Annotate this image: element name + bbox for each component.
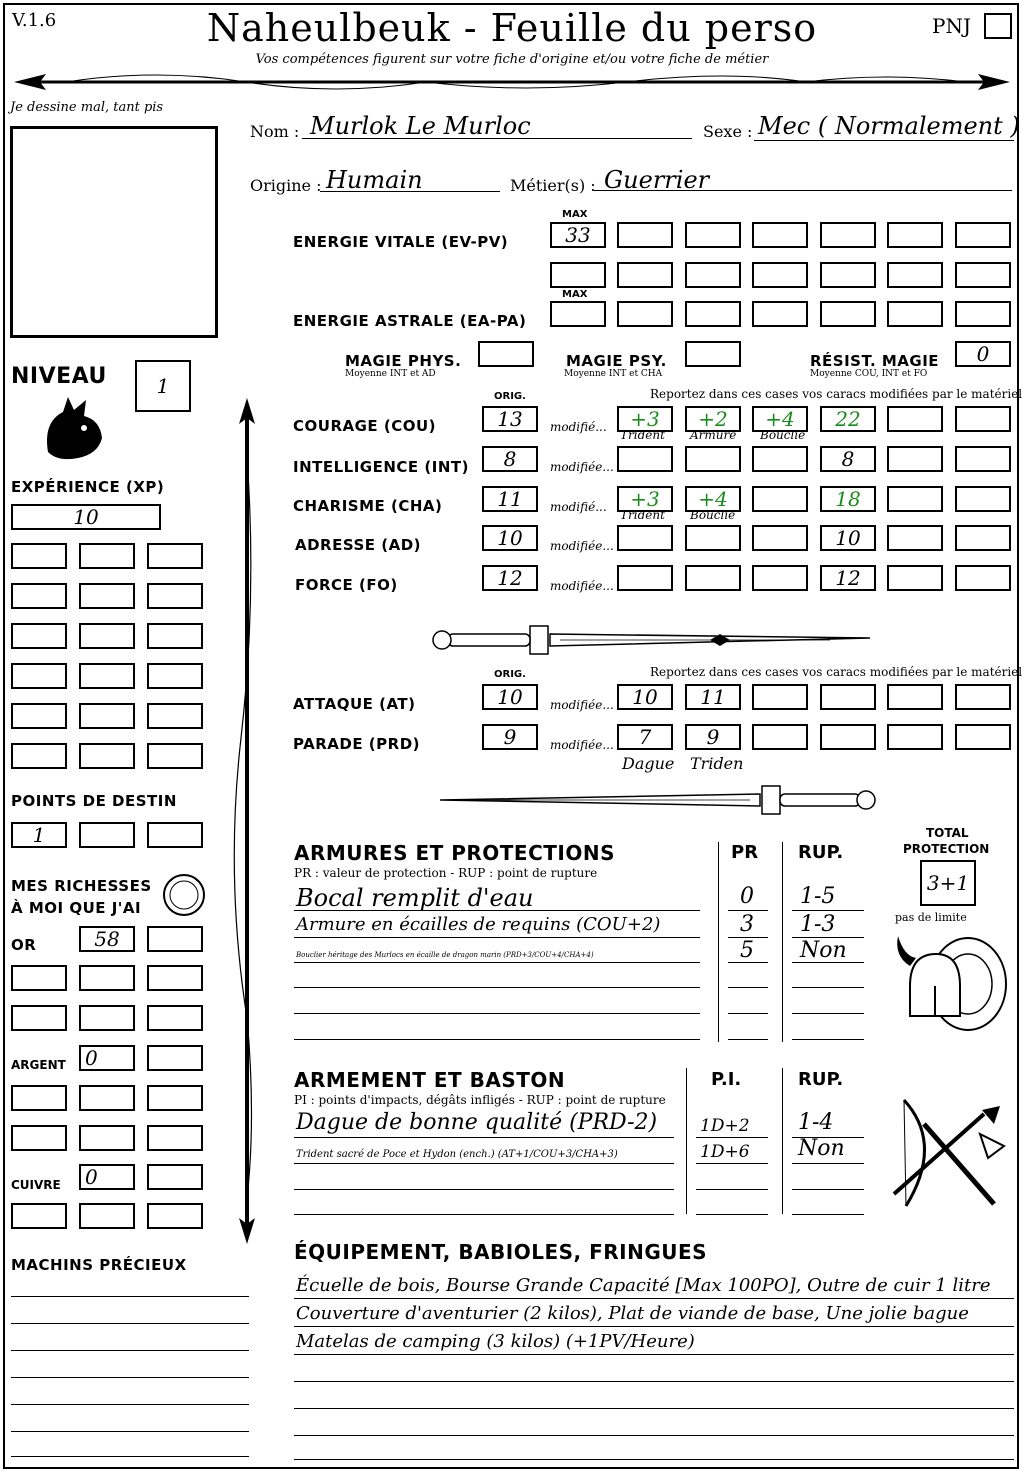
cou-mod-label: modifié... xyxy=(550,420,607,434)
weapons-divider xyxy=(686,1068,687,1214)
cou-label: COURAGE (COU) xyxy=(293,417,437,435)
xp-grid-box[interactable] xyxy=(11,543,67,569)
orig-label: ORIG. xyxy=(494,391,526,402)
armor-divider xyxy=(782,842,783,1042)
armor-title: ARMURES ET PROTECTIONS xyxy=(294,841,615,865)
cuivre-label: CUIVRE xyxy=(11,1178,61,1192)
armor-row-rup[interactable]: 1-3 xyxy=(800,912,836,937)
xp-grid-box[interactable] xyxy=(11,623,67,649)
ea-box[interactable] xyxy=(887,301,943,327)
or-box[interactable] xyxy=(79,965,135,991)
ev-box[interactable] xyxy=(820,222,876,248)
xp-grid-box[interactable] xyxy=(11,583,67,609)
helmet-shield-icon xyxy=(890,926,1010,1036)
armor-pr-header: PR xyxy=(731,842,759,863)
weapon-row-pi[interactable]: 1D+6 xyxy=(700,1142,750,1162)
ea-box[interactable] xyxy=(752,301,808,327)
fo-label: FORCE (FO) xyxy=(295,576,398,594)
machins-line[interactable] xyxy=(11,1431,249,1432)
armor-rup-line[interactable] xyxy=(792,1039,864,1040)
equipment-rule xyxy=(294,1354,1014,1355)
nom-value[interactable]: Murlok Le Murloc xyxy=(310,112,531,140)
equipment-title: ÉQUIPEMENT, BABIOLES, FRINGUES xyxy=(294,1240,708,1264)
prd-orig-box[interactable]: 9 xyxy=(482,724,538,750)
cuivre-box[interactable]: 0 xyxy=(79,1164,135,1190)
ev-box[interactable] xyxy=(887,262,943,288)
weapons-sub: PI : points d'impacts, dégâts infligés - RUP : point de rupture xyxy=(294,1093,666,1107)
xp-label: EXPÉRIENCE (XP) xyxy=(11,478,165,496)
richesses-label-2: À MOI QUE J'AI xyxy=(11,899,142,917)
machins-label: MACHINS PRÉCIEUX xyxy=(11,1256,187,1274)
ad-mod-label: modifiée... xyxy=(550,539,614,553)
argent-box[interactable]: 0 xyxy=(79,1045,135,1071)
weapon-row-pi[interactable]: 1D+2 xyxy=(700,1116,750,1136)
cha-mod-label: modifié... xyxy=(550,500,607,514)
prd-mod-label: modifiée... xyxy=(550,738,614,752)
armor-row-pr[interactable]: 0 xyxy=(740,884,754,909)
portrait-caption: Je dessine mal, tant pis xyxy=(10,100,164,115)
cha-note-trident: Trident xyxy=(620,508,665,522)
magie-psy-label: MAGIE PSY. xyxy=(566,352,667,370)
weapon-row-line[interactable] xyxy=(294,1214,674,1215)
prd-mod-box[interactable] xyxy=(887,724,943,750)
xp-grid-box[interactable] xyxy=(11,663,67,689)
weapons-divider xyxy=(782,1068,783,1214)
sword-icon xyxy=(430,620,880,660)
xp-grid-box[interactable] xyxy=(147,583,203,609)
total-protection-box[interactable]: 3+1 xyxy=(920,860,976,906)
armor-row-line[interactable] xyxy=(294,987,700,988)
version-label: V.1.6 xyxy=(12,10,57,31)
fo-final-box[interactable]: 12 xyxy=(820,565,876,591)
armor-row-rup[interactable]: Non xyxy=(800,938,847,963)
int-mod-label: modifiée... xyxy=(550,460,614,474)
weapon-row-line xyxy=(294,1163,674,1164)
at-mod-box[interactable]: 11 xyxy=(685,684,741,710)
prd-mod-box[interactable] xyxy=(820,724,876,750)
or-box[interactable] xyxy=(147,926,203,952)
origine-value[interactable]: Humain xyxy=(326,166,423,194)
page-subtitle: Vos compétences figurent sur votre fiche d'origine et/ou votre fiche de métier xyxy=(255,52,769,67)
argent-box[interactable] xyxy=(11,1125,67,1151)
armor-pr-line[interactable] xyxy=(728,1039,768,1040)
machins-line[interactable] xyxy=(11,1404,249,1405)
xp-grid-box[interactable] xyxy=(79,663,135,689)
ea-box[interactable] xyxy=(820,301,876,327)
ea-max-box[interactable] xyxy=(550,301,606,327)
total-protection-label-2: PROTECTION xyxy=(903,842,990,856)
weapon-pi-line xyxy=(696,1163,768,1164)
weapon-row-rup[interactable]: Non xyxy=(798,1136,845,1161)
ad-orig-box[interactable]: 10 xyxy=(482,525,538,551)
argent-box[interactable] xyxy=(147,1125,203,1151)
combat-orig-label: ORIG. xyxy=(494,669,526,680)
magie-phys-sub: Moyenne INT et AD xyxy=(345,369,436,379)
cha-mod-box[interactable]: +3 xyxy=(617,486,673,512)
cou-mod-box[interactable] xyxy=(887,406,943,432)
stats-note: Reportez dans ces cases vos caracs modifiées par le matériel xyxy=(650,387,1023,401)
equipment-rule[interactable] xyxy=(294,1408,1014,1409)
fo-orig-box[interactable]: 12 xyxy=(482,565,538,591)
xp-grid-box[interactable] xyxy=(147,743,203,769)
weapon-row-rup[interactable]: 1-4 xyxy=(798,1110,834,1135)
or-label: OR xyxy=(11,936,37,954)
sexe-line xyxy=(754,140,1014,141)
weapon-pi-line[interactable] xyxy=(696,1189,768,1190)
ad-mod-box[interactable] xyxy=(617,525,673,551)
or-box[interactable] xyxy=(147,1005,203,1031)
cuivre-box[interactable] xyxy=(147,1203,203,1229)
resist-magie-sub: Moyenne COU, INT et FO xyxy=(810,369,928,379)
armor-pr-line[interactable] xyxy=(728,1013,768,1014)
no-limit-note: pas de limite xyxy=(895,911,967,924)
ev-max-label: MAX xyxy=(562,209,588,220)
armor-row-line xyxy=(294,910,700,911)
weapon-row-line xyxy=(294,1137,674,1138)
magie-phys-label: MAGIE PHYS. xyxy=(345,352,462,370)
combat-note: Reportez dans ces cases vos caracs modifiées par le matériel xyxy=(650,665,1023,679)
cha-label: CHARISME (CHA) xyxy=(293,497,443,515)
metier-value[interactable]: Guerrier xyxy=(604,166,710,194)
weapons-title: ARMEMENT ET BASTON xyxy=(294,1068,566,1092)
argent-box[interactable] xyxy=(79,1125,135,1151)
weapon-pi-line xyxy=(696,1137,768,1138)
fo-mod-box[interactable] xyxy=(617,565,673,591)
at-orig-box[interactable]: 10 xyxy=(482,684,538,710)
sexe-value[interactable]: Mec ( Normalement ) xyxy=(758,112,1020,140)
armor-pr-line[interactable] xyxy=(728,987,768,988)
machins-line[interactable] xyxy=(11,1377,249,1378)
cou-mod-box[interactable]: +3 xyxy=(617,406,673,432)
or-box[interactable]: 58 xyxy=(79,926,135,952)
richesses-label-1: MES RICHESSES xyxy=(11,877,152,895)
equipment-line[interactable]: Matelas de camping (3 kilos) (+1PV/Heure) xyxy=(296,1331,695,1352)
argent-label: ARGENT xyxy=(11,1058,66,1072)
xp-grid-box[interactable] xyxy=(147,623,203,649)
ev-label: ENERGIE VITALE (EV-PV) xyxy=(293,233,509,251)
argent-box[interactable] xyxy=(147,1085,203,1111)
ev-box[interactable] xyxy=(820,262,876,288)
magie-phys-box[interactable] xyxy=(478,341,534,367)
equipment-rule[interactable] xyxy=(294,1435,1014,1436)
weapons-icon xyxy=(884,1094,1010,1214)
sword-icon xyxy=(430,780,880,820)
or-box[interactable] xyxy=(11,965,67,991)
fo-mod-label: modifiée... xyxy=(550,579,614,593)
destin-label: POINTS DE DESTIN xyxy=(11,792,177,810)
ad-mod-box[interactable] xyxy=(887,525,943,551)
pnj-checkbox[interactable] xyxy=(984,13,1012,39)
fo-mod-box[interactable] xyxy=(685,565,741,591)
coin-icon xyxy=(161,872,207,918)
int-mod-box[interactable] xyxy=(955,446,1011,472)
ev-box[interactable] xyxy=(955,262,1011,288)
at-mod-label: modifiée... xyxy=(550,698,614,712)
ea-box[interactable] xyxy=(617,301,673,327)
cha-orig-box[interactable]: 11 xyxy=(482,486,538,512)
weapon-note-dague: Dague xyxy=(622,754,675,773)
magie-psy-sub: Moyenne INT et CHA xyxy=(564,369,663,379)
total-protection-label-1: TOTAL xyxy=(926,826,969,840)
int-label: INTELLIGENCE (INT) xyxy=(293,458,469,476)
armor-rup-line[interactable] xyxy=(792,987,864,988)
ev-max-box[interactable]: 33 xyxy=(550,222,606,248)
argent-box[interactable] xyxy=(147,1045,203,1071)
ev-box[interactable] xyxy=(550,262,606,288)
armor-rup-header: RUP. xyxy=(798,842,844,863)
xp-grid-box[interactable] xyxy=(147,703,203,729)
cha-mod-box[interactable] xyxy=(752,486,808,512)
cha-note-bouclier: Bouclie xyxy=(690,508,736,522)
cuivre-box[interactable] xyxy=(11,1203,67,1229)
ea-box[interactable] xyxy=(685,301,741,327)
ev-box[interactable] xyxy=(685,262,741,288)
xp-grid-box[interactable] xyxy=(79,623,135,649)
ad-label: ADRESSE (AD) xyxy=(295,536,422,554)
resist-magie-label: RÉSIST. MAGIE xyxy=(810,352,940,370)
at-mod-box[interactable] xyxy=(820,684,876,710)
destin-box[interactable]: 1 xyxy=(11,822,67,848)
prd-mod-box[interactable] xyxy=(752,724,808,750)
prd-mod-box[interactable]: 9 xyxy=(685,724,741,750)
weapon-rup-line[interactable] xyxy=(792,1189,864,1190)
xp-grid-box[interactable] xyxy=(79,703,135,729)
ea-label: ENERGIE ASTRALE (EA-PA) xyxy=(293,312,527,330)
cou-note-trident: Trident xyxy=(620,428,665,442)
prd-mod-box[interactable] xyxy=(955,724,1011,750)
cou-final-box[interactable]: 22 xyxy=(820,406,876,432)
weapons-pi-header: P.I. xyxy=(711,1069,742,1090)
origine-label: Origine : xyxy=(250,176,322,195)
int-mod-box[interactable] xyxy=(685,446,741,472)
cha-final-box[interactable]: 18 xyxy=(820,486,876,512)
at-label: ATTAQUE (AT) xyxy=(293,695,416,713)
machins-line[interactable] xyxy=(11,1456,249,1457)
cuivre-box[interactable] xyxy=(79,1203,135,1229)
int-orig-box[interactable]: 8 xyxy=(482,446,538,472)
pnj-label: PNJ xyxy=(932,14,971,38)
cou-mod-box[interactable] xyxy=(955,406,1011,432)
armor-rup-line xyxy=(792,962,864,963)
argent-box[interactable] xyxy=(11,1085,67,1111)
dragon-icon xyxy=(38,392,108,464)
int-mod-box[interactable] xyxy=(752,446,808,472)
weapon-row-name[interactable]: Dague de bonne qualité (PRD-2) xyxy=(296,1110,658,1135)
armor-row-name[interactable]: Bocal remplit d'eau xyxy=(296,884,534,912)
armor-divider xyxy=(718,842,719,1042)
ev-box[interactable] xyxy=(887,222,943,248)
equipment-line[interactable]: Couverture d'aventurier (2 kilos), Plat de viande de base, Une jolie bague xyxy=(296,1303,969,1324)
ad-final-box[interactable]: 10 xyxy=(820,525,876,551)
armor-row-line xyxy=(294,962,700,963)
int-mod-box[interactable] xyxy=(617,446,673,472)
fo-mod-box[interactable] xyxy=(752,565,808,591)
xp-grid-box[interactable] xyxy=(11,743,67,769)
portrait-box[interactable] xyxy=(10,126,218,338)
at-mod-box[interactable] xyxy=(955,684,1011,710)
machins-line[interactable] xyxy=(11,1296,249,1297)
ad-mod-box[interactable] xyxy=(955,525,1011,551)
machins-line[interactable] xyxy=(11,1350,249,1351)
prd-mod-box[interactable]: 7 xyxy=(617,724,673,750)
xp-grid-box[interactable] xyxy=(147,543,203,569)
or-box[interactable] xyxy=(11,1005,67,1031)
argent-box[interactable] xyxy=(79,1085,135,1111)
equipment-rule[interactable] xyxy=(294,1381,1014,1382)
niveau-label: NIVEAU xyxy=(11,364,107,389)
armor-pr-line xyxy=(728,962,768,963)
ea-max-label: MAX xyxy=(562,289,588,300)
armor-row-line[interactable] xyxy=(294,1039,700,1040)
resist-magie-box[interactable]: 0 xyxy=(955,341,1011,367)
equipment-rule[interactable] xyxy=(294,1459,1014,1460)
equipment-line[interactable]: Écuelle de bois, Bourse Grande Capacité [Max 100PO], Outre de cuir 1 litre xyxy=(296,1275,991,1296)
xp-grid-box[interactable] xyxy=(11,703,67,729)
ev-box[interactable] xyxy=(955,222,1011,248)
ev-box[interactable] xyxy=(752,262,808,288)
ev-box[interactable] xyxy=(685,222,741,248)
destin-box[interactable] xyxy=(147,822,203,848)
cou-mod-box[interactable]: +4 xyxy=(752,406,808,432)
page-title: Naheulbeuk - Feuille du perso xyxy=(206,6,818,50)
cha-mod-box[interactable] xyxy=(955,486,1011,512)
fo-mod-box[interactable] xyxy=(887,565,943,591)
at-mod-box[interactable]: 10 xyxy=(617,684,673,710)
ad-mod-box[interactable] xyxy=(752,525,808,551)
armor-rup-line xyxy=(792,910,864,911)
cou-note-bouclier: Bouclie xyxy=(760,428,806,442)
xp-box[interactable]: 10 xyxy=(11,504,161,530)
cha-mod-box[interactable] xyxy=(887,486,943,512)
cou-orig-box[interactable]: 13 xyxy=(482,406,538,432)
weapon-rup-line xyxy=(792,1163,864,1164)
ev-box[interactable] xyxy=(617,222,673,248)
weapon-rup-line[interactable] xyxy=(792,1214,864,1215)
magie-psy-box[interactable] xyxy=(685,341,741,367)
weapon-note-trident: Triden xyxy=(690,754,744,773)
armor-row-name[interactable]: Bouclier héritage des Murlocs en écaille de dragon marin (PRD+3/COU+4/CHA+4) xyxy=(296,951,594,959)
cou-mod-box[interactable]: +2 xyxy=(685,406,741,432)
cha-mod-box[interactable]: +4 xyxy=(685,486,741,512)
at-mod-box[interactable] xyxy=(887,684,943,710)
weapons-rup-header: RUP. xyxy=(798,1069,844,1090)
niveau-box[interactable]: 1 xyxy=(135,360,191,412)
machins-line[interactable] xyxy=(11,1323,249,1324)
armor-row-line xyxy=(294,937,700,938)
prd-label: PARADE (PRD) xyxy=(293,735,421,753)
ea-box[interactable] xyxy=(955,301,1011,327)
xp-grid-box[interactable] xyxy=(79,543,135,569)
armor-rup-line[interactable] xyxy=(792,1013,864,1014)
spear-divider-icon xyxy=(6,68,1018,96)
at-mod-box[interactable] xyxy=(752,684,808,710)
nom-label: Nom : xyxy=(250,122,300,141)
armor-row-pr[interactable]: 3 xyxy=(740,912,754,937)
int-final-box[interactable]: 8 xyxy=(820,446,876,472)
fo-mod-box[interactable] xyxy=(955,565,1011,591)
weapon-row-line[interactable] xyxy=(294,1189,674,1190)
destin-box[interactable] xyxy=(79,822,135,848)
weapon-row-name[interactable]: Trident sacré de Poce et Hydon (ench.) (AT+1/COU+3/CHA+3) xyxy=(296,1149,618,1160)
xp-grid-box[interactable] xyxy=(79,583,135,609)
armor-row-rup[interactable]: 1-5 xyxy=(800,884,836,909)
int-mod-box[interactable] xyxy=(887,446,943,472)
cuivre-box[interactable] xyxy=(147,1164,203,1190)
equipment-rule xyxy=(294,1298,1014,1299)
ad-mod-box[interactable] xyxy=(685,525,741,551)
ev-box[interactable] xyxy=(752,222,808,248)
metier-label: Métier(s) : xyxy=(510,176,596,195)
or-box[interactable] xyxy=(147,965,203,991)
armor-sub: PR : valeur de protection - RUP : point de rupture xyxy=(294,866,598,880)
cou-note-armure: Armure xyxy=(690,428,737,442)
ev-box[interactable] xyxy=(617,262,673,288)
xp-grid-box[interactable] xyxy=(79,743,135,769)
spear-icon xyxy=(232,398,262,1244)
armor-pr-line xyxy=(728,910,768,911)
or-box[interactable] xyxy=(79,1005,135,1031)
equipment-rule xyxy=(294,1326,1014,1327)
sexe-label: Sexe : xyxy=(703,122,753,141)
weapon-pi-line[interactable] xyxy=(696,1214,768,1215)
armor-row-pr[interactable]: 5 xyxy=(740,938,754,963)
armor-row-name[interactable]: Armure en écailles de requins (COU+2) xyxy=(296,914,661,935)
armor-row-line[interactable] xyxy=(294,1013,700,1014)
xp-grid-box[interactable] xyxy=(147,663,203,689)
